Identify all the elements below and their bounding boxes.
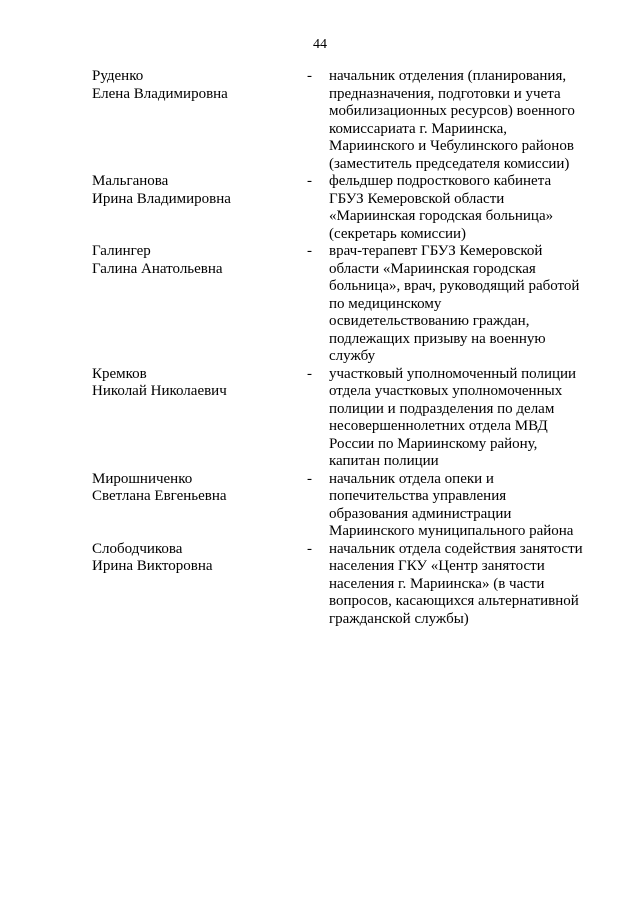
member-given-names: Елена Владимировна (92, 85, 228, 102)
role-line: попечительства управления (329, 488, 507, 504)
role-line: отдела участковых уполномоченных (329, 383, 563, 399)
role-line: образования администрации (329, 505, 512, 522)
member-given-names: Николай Николаевич (92, 383, 227, 399)
member-entry (92, 243, 592, 366)
member-given-names: Светлана Евгеньевна (92, 488, 227, 504)
role-line: начальник отдела содействия занятости (329, 540, 583, 557)
role-line: освидетельствованию граждан, (329, 313, 530, 329)
separator-dash: - (307, 365, 312, 382)
separator-dash: - (307, 470, 312, 487)
member-role (329, 541, 592, 629)
member-name (92, 366, 307, 471)
member-entry (92, 68, 592, 173)
member-name (92, 243, 307, 366)
role-line: Мариинского и Чебулинского районов (329, 138, 574, 154)
member-given-names: Ирина Викторовна (92, 558, 213, 574)
role-line: службу (329, 348, 376, 364)
role-line: области «Мариинская городская (329, 260, 536, 277)
member-name (92, 173, 307, 243)
member-surname: Руденко (92, 68, 144, 84)
role-line: России по Мариинскому району, (329, 435, 538, 452)
commission-member-list (92, 68, 592, 628)
role-line: населения ГКУ «Центр занятости (329, 558, 545, 574)
role-line: полиции и подразделения по делам (329, 400, 555, 417)
member-surname: Слободчикова (92, 540, 183, 557)
role-line: (заместитель председателя комиссии) (329, 155, 570, 172)
member-surname: Мальганова (92, 173, 169, 189)
member-name (92, 68, 307, 173)
role-line: «Мариинская городская больница» (329, 208, 554, 224)
member-given-names: Ирина Владимировна (92, 190, 231, 207)
member-entry (92, 366, 592, 471)
role-line: начальник отделения (планирования, (329, 68, 567, 84)
role-line: вопросов, касающихся альтернативной (329, 593, 579, 609)
role-line: фельдшер подросткового кабинета (329, 173, 552, 189)
role-line: Мариинского муниципального района (329, 523, 574, 539)
role-line: несовершеннолетних отдела МВД (329, 418, 548, 434)
role-line: ГБУЗ Кемеровской области (329, 190, 505, 207)
member-surname: Мирошниченко (92, 470, 193, 487)
member-role (329, 68, 592, 173)
member-name (92, 471, 307, 541)
role-line: (секретарь комиссии) (329, 225, 467, 242)
separator-dash: - (307, 540, 312, 557)
member-entry (92, 471, 592, 541)
member-role (329, 366, 592, 471)
role-line: населения г. Мариинска» (в части (329, 575, 545, 592)
separator-dash: - (307, 68, 312, 84)
member-role (329, 243, 592, 366)
role-line: гражданской службы) (329, 610, 469, 627)
role-line: врач-терапевт ГБУЗ Кемеровской (329, 243, 543, 259)
role-line: мобилизационных ресурсов) военного (329, 103, 575, 119)
member-entry (92, 541, 592, 629)
role-line: предназначения, подготовки и учета (329, 85, 561, 102)
role-line: начальник отдела опеки и (329, 470, 494, 487)
page-number: 44 (313, 37, 327, 52)
separator-dash: - (307, 173, 312, 189)
role-line: капитан полиции (329, 453, 439, 469)
member-role (329, 173, 592, 243)
member-surname: Кремков (92, 365, 147, 382)
member-surname: Галингер (92, 243, 151, 259)
member-entry (92, 173, 592, 243)
role-line: участковый уполномоченный полиции (329, 365, 577, 382)
role-line: больница», врач, руководящий работой (329, 278, 580, 294)
member-given-names: Галина Анатольевна (92, 260, 223, 277)
role-line: по медицинскому (329, 295, 442, 312)
role-line: комиссариата г. Мариинска, (329, 120, 508, 137)
separator-dash: - (307, 243, 312, 259)
member-role (329, 471, 592, 541)
member-name (92, 541, 307, 629)
role-line: подлежащих призыву на военную (329, 330, 546, 347)
